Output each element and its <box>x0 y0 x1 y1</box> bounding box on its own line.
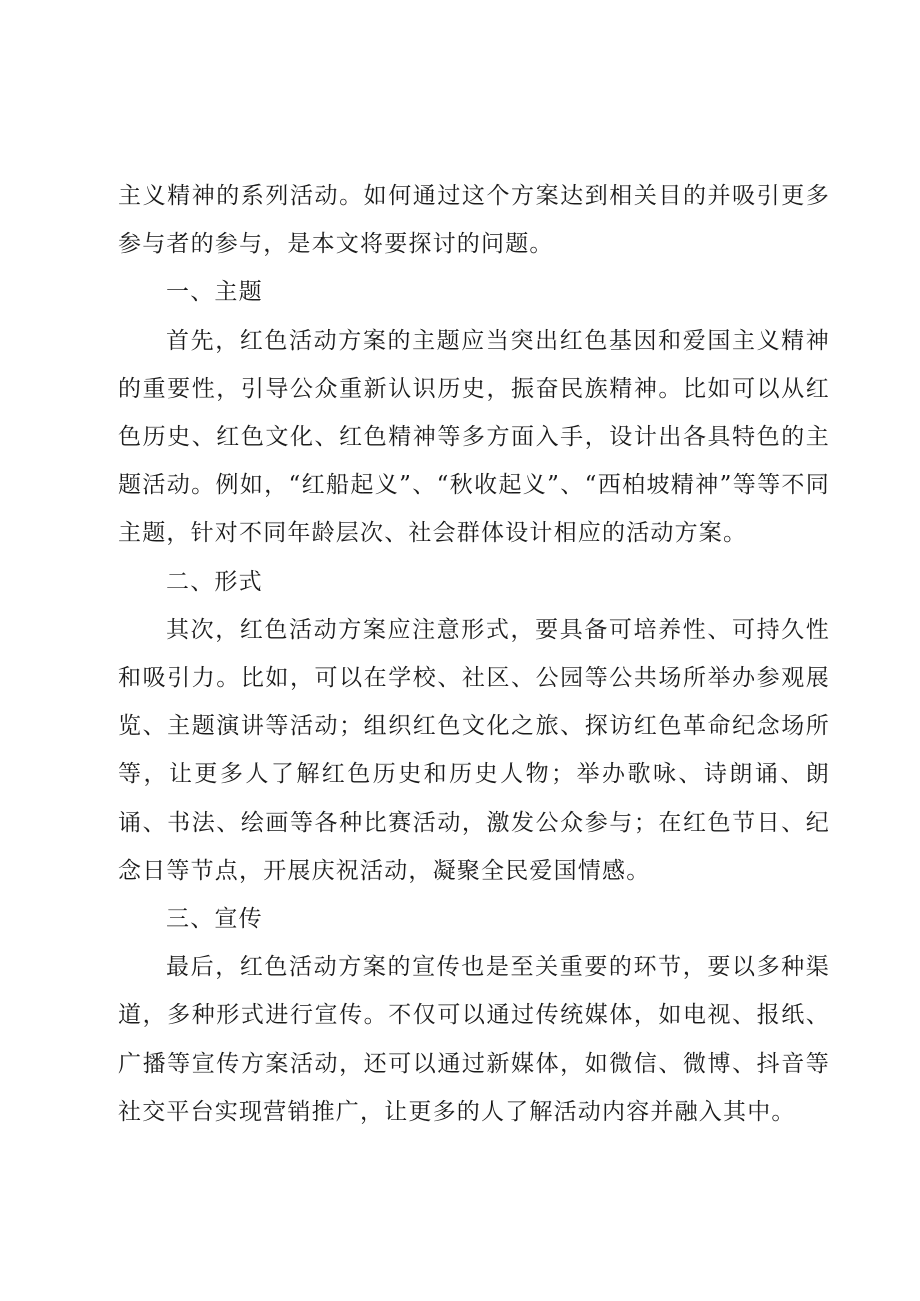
section-body-form: 其次，红色活动方案应注意形式，要具备可培养性、可持久性和吸引力。比如，可以在学校、社区、公园等公共场所举办参观展览、主题演讲等活动；组织红色文化之旅、探访红色革命纪念场所等，让更多人了解红色历史和历史人物；举办歌咏、诗朗诵、朗诵、书法、绘画等各种比赛活动，激发公众参与；在红色节日、纪念日等节点，开展庆祝活动，凝聚全民爱国情感。 <box>118 616 830 884</box>
section-heading-publicity: 三、宣传 <box>166 906 263 933</box>
document-body <box>118 172 830 1136</box>
section-heading-form: 二、形式 <box>166 568 263 595</box>
section-body-publicity: 最后，红色活动方案的宣传也是至关重要的环节，要以多种渠道，多种形式进行宣传。不仅可以通过传统媒体，如电视、报纸、广播等宣传方案活动，还可以通过新媒体，如微信、微博、抖音等社交平台实现营销推广，让更多的人了解活动内容并融入其中。 <box>118 954 830 1125</box>
section-body-theme: 首先，红色活动方案的主题应当突出红色基因和爱国主义精神的重要性，引导公众重新认识历史，振奋民族精神。比如可以从红色历史、红色文化、红色精神等多方面入手，设计出各具特色的主题活动。例如，“红船起义”、“秋收起义”、“西柏坡精神”等等不同主题，针对不同年龄层次、社会群体设计相应的活动方案。 <box>118 327 830 547</box>
section-heading-theme: 一、主题 <box>166 279 263 306</box>
intro-paragraph: 主义精神的系列活动。如何通过这个方案达到相关目的并吸引更多参与者的参与，是本文将要探讨的问题。 <box>118 183 830 258</box>
